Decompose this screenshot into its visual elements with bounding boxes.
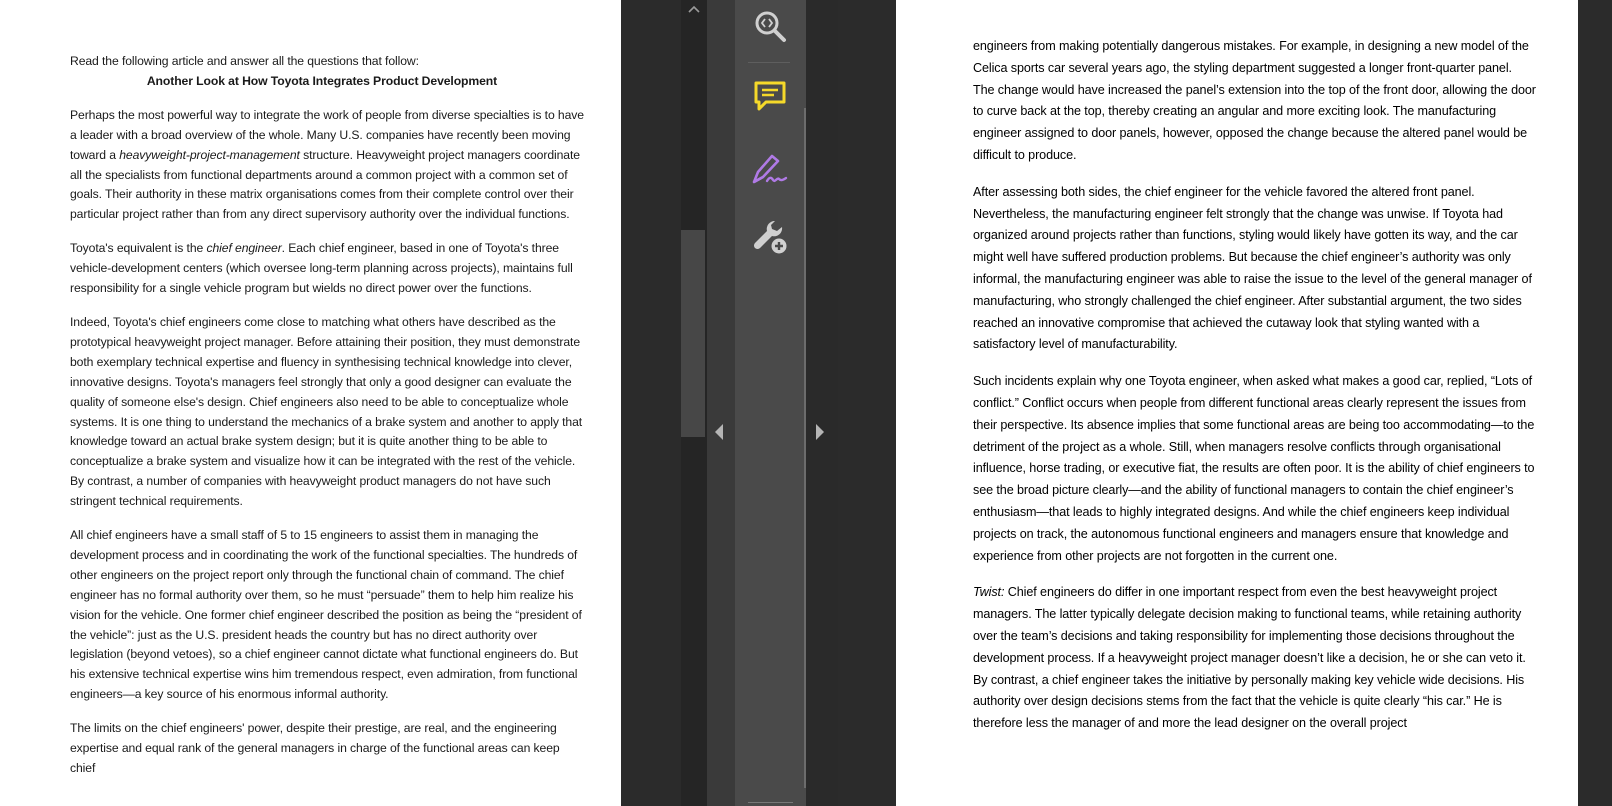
paragraph: engineers from making potentially dangerous mistakes. For example, in designing a new model of the Celica sports car several years ago, the styling department suggested a longer front-quarter panel. The change would have increased the panel’s extension into the top of the front door, allowing the door to curve back at the top, thereby creating an angular and more exciting look. The manufacturing engineer assigned to door panels, however, opposed the change because the altered panel would be difficult to produce. [973,39,1536,162]
paragraph: Such incidents explain why one Toyota engineer, when asked what makes a good car, replied, “Lots of conflict.” Conflict occurs when people from different functional areas clearly represent the issues from their perspective. Its absence implies that some functional areas are being too accommodating—to the detriment of the project as a whole. Still, when managers resolve conflicts through organisational influence, horse trading, or executive fiat, the results are often poor. It is the ability of chief engineers to see the broad picture clearly—and the ability of functional managers to contain the chief engineer’s enthusiasm—that leads to highly integrated designs. And while the chief engineers keep individual projects on track, the autonomous functional engineers and managers ensure that knowledge and experience from other projects are not forgotten in the current one. [973,374,1535,563]
emphasis-text: heavyweight-project-management [119,147,300,162]
paragraph-text: Chief engineers do differ in one important respect from even the best heavyweight project managers. The latter typically delegate decision making to functional teams, while retaining authority over the team’s decisions and taking responsibility for implementing those decisions throughout the development process. If a heavyweight project manager doesn’t like a decision, he or she can veto it. By contrast, a chief engineer takes the initiative by personally making key vehicle wide decisions. His authority over design decisions stems from the fact that the vehicle is quite clearly “his car.” He is therefore less the manager of and more the lead designer on the overall project [973,585,1526,731]
toolbar-bottom-rule [748,802,793,803]
document-page-left [0,0,621,806]
scrollbar-thumb[interactable] [681,230,705,437]
zoom-icon [753,9,787,43]
paragraph: The limits on the chief engineers' power, despite their prestige, are real, and the engineering expertise and equal rank of the general managers in charge of the functional areas can keep chief [70,721,560,775]
comment-tool-button[interactable] [748,74,792,118]
page-gap-right [838,0,896,806]
paragraph-text: . Each chief engineer, based in one of Toyota's three vehicle-development centers (which oversee long-term planning across projects), maintains full responsibility for a single vehicle program but wields no direct power over the functions. [70,241,573,296]
caret-left-icon [712,420,726,444]
right-page-text [973,36,1536,750]
paragraph [70,239,586,299]
wrench-add-icon [751,217,789,255]
paragraph: After assessing both sides, the chief engineer for the vehicle favored the altered front panel. Nevertheless, the manufacturing engineer felt strongly that the change was unwise. If Toyota had organized around projects rather than functions, styling would likely have gotten its way, and the car might well have suffered production problems. But because the chief engineer’s authority was only informal, the manufacturing engineer was able to raise the issue to the level of the general manager of manufacturing, who strongly challenged the chief engineer. After substantial argument, the two sides reached an innovative compromise that achieved the cutaway look that styling wanted with a satisfactory level of manufacturability. [973,184,1532,352]
paragraph [973,582,1536,735]
instructions-text: Read the following article and answer all the questions that follow: [70,54,419,68]
toolbar-panel [735,0,806,806]
toolbar-separator [748,62,790,63]
scroll-up-arrow[interactable] [686,2,702,16]
emphasis-text: Twist: [973,585,1005,600]
sign-tool-button[interactable] [748,146,792,190]
paragraph [70,106,586,225]
caret-right-icon [813,420,827,444]
paragraph: All chief engineers have a small staff of 5 to 15 engineers to assist them in managing the development process and in coordinating the work of the functional specialties. The hundreds of other engineers on the project report only through the functional chain of command. The chief engineer has no formal authority over them, so he must “persuade” them to help him realize his vision for the vehicle. One former chief engineer described the position as being the “president of the vehicle”: just as the U.S. president heads the country but has no direct authority over legislation (beyond vetoes), so a chief engineer cannot dictate what functional engineers do. But his extensive technical expertise wins him tremendous respect, even admiration, from functional engineers—a key source of his enormous informal authority. [70,528,582,702]
paragraph-text: Toyota's equivalent is the [70,241,207,256]
paragraph-text: structure. Heavyweight project managers coordinate all the specialists from functional departments around a common project with a common set of goals. Their authority in these matrix organisations comes from their complete control over their particular project rather than from any direct supervisory authority over the individual functions. [70,147,580,222]
paragraph: Indeed, Toyota's chief engineers come close to matching what others have described as the prototypical heavyweight project manager. Before attaining their position, they must demonstrate both exemplary technical expertise and fluency in synthesising technical knowledge into clever, innovative designs. Toyota's managers feel strongly that only a good designer can evaluate the quality of someone else's design. Chief engineers also need to be able to conceptualize whole systems. It is one thing to understand the mechanics of a brake system and another to apply that knowledge toward an actual brake system design; but it is quite another thing to be able to conceptualize a brake system and visualize how it can be integrated with the rest of the vehicle. By contrast, a number of companies with heavyweight product managers do not have such stringent technical requirements. [70,314,583,509]
zoom-tool-button[interactable] [748,4,792,48]
signature-pen-icon [750,150,790,186]
comment-icon [753,79,787,113]
toolbar-divider [804,108,806,788]
article-title: Another Look at How Toyota Integrates Product Development [146,73,498,88]
viewer-background-right [1578,0,1612,806]
previous-page-button[interactable] [712,420,726,444]
more-tools-button[interactable] [748,214,792,258]
left-page-text [70,52,586,793]
paragraph-text: Perhaps the most powerful way to integrate the work of people from diverse specialties is to have a leader with a broad overview of the whole. Many U.S. companies have recently been moving toward a [70,107,584,162]
next-page-button[interactable] [813,420,827,444]
emphasis-text: chief engineer [206,241,282,256]
